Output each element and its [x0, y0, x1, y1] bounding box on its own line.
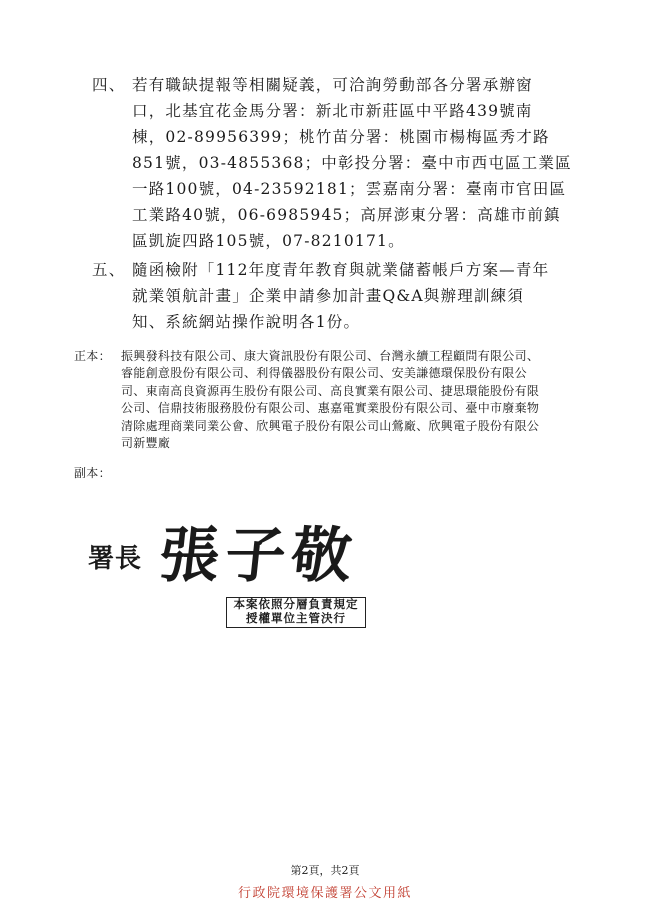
cc-recipients	[74, 465, 594, 485]
signatory-title: 署長	[88, 544, 143, 574]
item-five	[92, 257, 592, 337]
item-text: 若有職缺提報等相關疑義，可洽詢勞動部各分署承辦窗 口，北基宜花金馬分署：新北市新莊區中平路439號南 棟，02-89956399；桃竹苗分署：桃園市楊梅區秀才路 851號，03-4855368；中彰投分署：臺中市西屯區工業區 一路100號，04-23592181；雲嘉南分署：臺南市官田區 工業路40號，06-6985945；高屏澎東分署：高雄市前鎮 區凱旋四路105號，07-8210171。	[132, 76, 572, 250]
page-number: 第2頁，共2頁	[290, 864, 360, 877]
main-recipients-list: 振興發科技有限公司、康大資訊股份有限公司、台灣永續工程顧問有限公司、 睿能創意股份有限公司、利得儀器股份有限公司、安美謙德環保股份有限公 司、東南高良資源再生股份有限公司、高良實業有限公司、捷思環能股份有限 公司、信鼎技術服務股份有限公司、惠嘉電實業股份有限公司、臺中市廢棄物 清除處理商業同業公會、欣興電子股份有限公司山鶯廠、欣興電子股份有限公 司新豐廠	[121, 349, 540, 451]
signature-block	[88, 508, 388, 598]
item-number: 五、	[92, 261, 126, 279]
authorization-stamp	[226, 597, 366, 628]
cc-recipients-label: 副本：	[74, 466, 111, 480]
letterhead-footer: 行政院環境保護署公文用紙	[237, 886, 412, 901]
stamp-line-2: 授權單位主管決行	[246, 610, 346, 625]
main-recipients-label: 正本：	[74, 349, 111, 363]
item-text: 隨函檢附「112年度青年教育與就業儲蓄帳戶方案—青年 就業領航計畫」企業申請參加計畫Q&A與辦理訓練須 知、系統網站操作說明各1份。	[132, 261, 550, 331]
item-four	[92, 72, 592, 257]
main-recipients	[74, 348, 594, 458]
signatory-signature: 張子敬	[155, 521, 362, 591]
stamp-line-1: 本案依照分層負責規定	[233, 597, 359, 611]
item-number: 四、	[92, 76, 126, 94]
